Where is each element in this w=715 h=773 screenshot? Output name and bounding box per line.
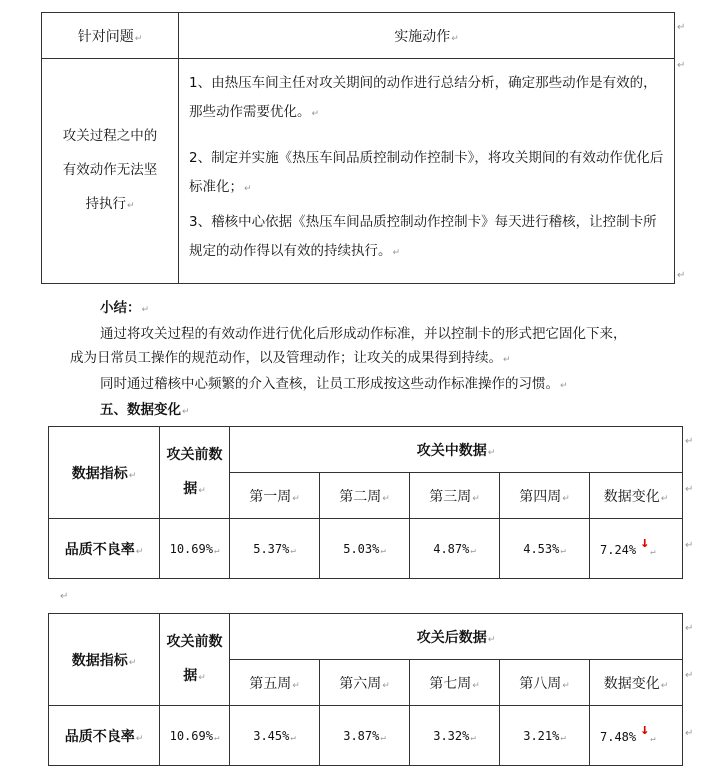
- before-value: 10.69%↵: [160, 519, 230, 579]
- section-heading: 五、数据变化↵: [100, 402, 190, 418]
- week-value: 3.32%↵: [410, 706, 500, 766]
- row-label: 品质不良率↵: [49, 706, 160, 766]
- data-table-during: [48, 426, 683, 579]
- action-list-cell: [179, 59, 675, 284]
- empty-paragraph-mark: ↵: [60, 591, 69, 602]
- before-header: 攻关前数据↵: [160, 614, 230, 706]
- week-value: 5.03%↵: [320, 519, 410, 579]
- week-header: 第七周↵: [410, 660, 500, 706]
- action-column-header: 实施动作↵: [179, 13, 675, 59]
- row-end-mark: ↵: [685, 670, 694, 681]
- before-header: 攻关前数据↵: [160, 427, 230, 519]
- week-value: 3.87%↵: [320, 706, 410, 766]
- row-end-mark: ↵: [685, 540, 694, 551]
- week-value: 3.45%↵: [230, 706, 320, 766]
- issue-action-table: [41, 12, 675, 284]
- week-value: 3.21%↵: [500, 706, 590, 766]
- change-header: 数据变化↵: [590, 473, 683, 519]
- row-label: 品质不良率↵: [49, 519, 160, 579]
- action-item-1: 1、由热压车间主任对攻关期间的动作进行总结分析，确定那些动作是有效的，那些动作需要优化。↵: [189, 75, 657, 120]
- change-value: 7.24% ↓↵: [590, 519, 683, 579]
- down-arrow-icon: ↓: [640, 719, 650, 738]
- summary-block: [70, 296, 630, 424]
- row-end-mark: ↵: [685, 484, 694, 495]
- issue-cell: [42, 59, 179, 284]
- summary-title: 小结：↵: [100, 300, 150, 316]
- group-header: 攻关后数据↵: [230, 614, 683, 660]
- row-end-mark: ↵: [677, 22, 686, 33]
- group-header: 攻关中数据↵: [230, 427, 683, 473]
- week-header: 第四周↵: [500, 473, 590, 519]
- row-end-mark: ↵: [677, 270, 686, 281]
- week-header: 第二周↵: [320, 473, 410, 519]
- metric-header: 数据指标↵: [49, 614, 160, 706]
- issue-line-2: 有效动作无法坚: [62, 162, 158, 178]
- metric-header: 数据指标↵: [49, 427, 160, 519]
- week-value: 4.87%↵: [410, 519, 500, 579]
- row-end-mark: ↵: [685, 623, 694, 634]
- week-header: 第三周↵: [410, 473, 500, 519]
- week-value: 4.53%↵: [500, 519, 590, 579]
- issue-line-3: 持执行↵: [85, 196, 135, 212]
- row-end-mark: ↵: [677, 60, 686, 71]
- row-end-mark: ↵: [685, 436, 694, 447]
- change-header: 数据变化↵: [590, 660, 683, 706]
- week-header: 第一周↵: [230, 473, 320, 519]
- week-header: 第五周↵: [230, 660, 320, 706]
- before-value: 10.69%↵: [160, 706, 230, 766]
- action-item-2: 2、制定并实施《热压车间品质控制动作控制卡》，将攻关期间的有效动作优化后标准化；↵: [189, 150, 664, 195]
- down-arrow-icon: ↓: [640, 532, 650, 551]
- week-header: 第八周↵: [500, 660, 590, 706]
- issue-line-1: 攻关过程之中的: [62, 128, 158, 144]
- summary-paragraph-2: 同时通过稽核中心频繁的介入查核，让员工形成按这些动作标准操作的习惯。↵: [100, 376, 568, 392]
- action-item-3: 3、稽核中心依据《热压车间品质控制动作控制卡》每天进行稽核，让控制卡所规定的动作得以有效的持续执行。↵: [189, 214, 657, 259]
- change-value: 7.48% ↓↵: [590, 706, 683, 766]
- week-header: 第六周↵: [320, 660, 410, 706]
- week-value: 5.37%↵: [230, 519, 320, 579]
- issue-column-header: 针对问题↵: [42, 13, 179, 59]
- row-end-mark: ↵: [685, 728, 694, 739]
- data-table-after: [48, 613, 683, 766]
- summary-paragraph-1: 通过将攻关过程的有效动作进行优化后形成动作标准，并以控制卡的形式把它固化下来，成为日常员工操作的规范动作，以及管理动作；让攻关的成果得到持续。↵: [70, 326, 627, 366]
